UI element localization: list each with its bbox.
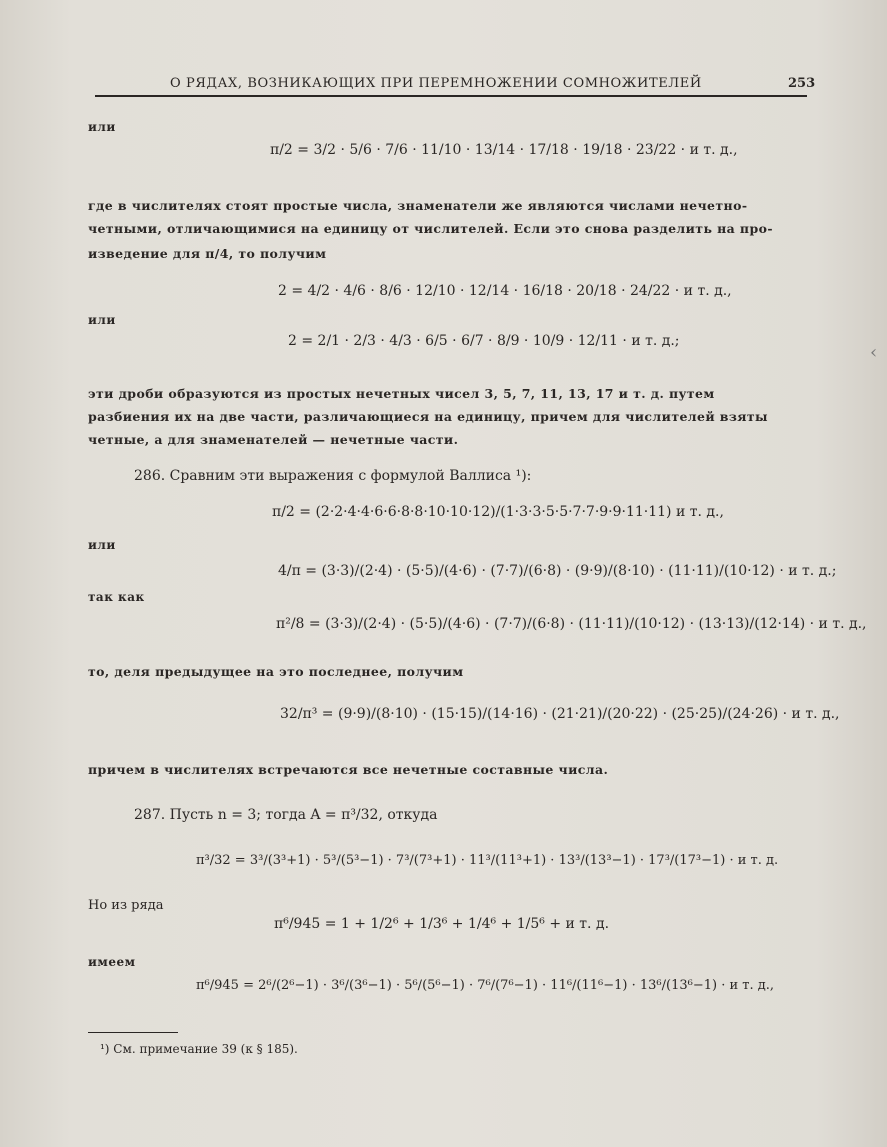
footnote: ¹) См. примечание 39 (к § 185). (100, 1042, 298, 1056)
formula-9: π⁶/945 = 1 + 1/2⁶ + 1/3⁶ + 1/4⁶ + 1/5⁶ + и т. д. (274, 916, 610, 932)
formula-7: 32/π³ = (9·9)/(8·10) · (15·15)/(14·16) · (21·21)/(20·22) · (25·25)/(24·26) · и т. д., (280, 706, 840, 722)
label-ili: или (88, 313, 116, 327)
paragraph-line: где в числителях стоят простые числа, знаменатели же являются числами нечетно- (88, 198, 748, 213)
label-ili: или (88, 120, 116, 134)
footnote-rule (88, 1032, 178, 1033)
formula-2: 2 = 4/2 · 4/6 · 8/6 · 12/10 · 12/14 · 16/18 · 20/18 · 24/22 · и т. д., (278, 283, 732, 299)
running-header: О РЯДАХ, ВОЗНИКАЮЩИХ ПРИ ПЕРЕМНОЖЕНИИ СОМНОЖИТЕЛЕЙ (170, 76, 702, 91)
paragraph-line: разбиения их на две части, различающиеся на единицу, причем для числителей взяты (88, 409, 768, 424)
label-imeem: имеем (88, 955, 136, 969)
margin-mark-icon: ‹ (870, 342, 878, 363)
paragraph-line: четные, а для знаменателей — нечетные части. (88, 432, 459, 447)
label-tak-kak: так как (88, 590, 145, 604)
paragraph-line: изведение для π/4, то получим (88, 246, 327, 261)
header-rule (95, 95, 807, 97)
label-ili: или (88, 538, 116, 552)
label-no-iz-ryada: Но из ряда (88, 898, 164, 913)
article-286-heading: 286. Сравним эти выражения с формулой Валлиса ¹): (134, 468, 532, 484)
formula-8: π³/32 = 3³/(3³+1) · 5³/(5³−1) · 7³/(7³+1) · 11³/(11³+1) · 13³/(13³−1) · 17³/(17³−1) · и т. д. (196, 853, 779, 868)
paragraph-line: то, деля предыдущее на это последнее, получим (88, 664, 464, 679)
paragraph-line: причем в числителях встречаются все нечетные составные числа. (88, 762, 609, 777)
paragraph-line: четными, отличающимися на единицу от числителей. Если это снова разделить на про- (88, 221, 773, 236)
formula-3: 2 = 2/1 · 2/3 · 4/3 · 6/5 · 6/7 · 8/9 · 10/9 · 12/11 · и т. д.; (288, 333, 680, 349)
formula-10: π⁶/945 = 2⁶/(2⁶−1) · 3⁶/(3⁶−1) · 5⁶/(5⁶−1) · 7⁶/(7⁶−1) · 11⁶/(11⁶−1) · 13⁶/(13⁶−1) · и т. д., (196, 978, 775, 993)
formula-6: π²/8 = (3·3)/(2·4) · (5·5)/(4·6) · (7·7)/(6·8) · (11·11)/(10·12) · (13·13)/(12·14) · и т. д., (276, 616, 867, 632)
paragraph-line: эти дроби образуются из простых нечетных чисел 3, 5, 7, 11, 13, 17 и т. д. путем (88, 386, 715, 401)
page-number: 253 (788, 76, 816, 91)
formula-1: π/2 = 3/2 · 5/6 · 7/6 · 11/10 · 13/14 · 17/18 · 19/18 · 23/22 · и т. д., (270, 142, 738, 158)
formula-5: 4/π = (3·3)/(2·4) · (5·5)/(4·6) · (7·7)/(6·8) · (9·9)/(8·10) · (11·11)/(10·12) · и т. д.; (278, 563, 837, 579)
article-287-heading: 287. Пусть n = 3; тогда A = π³/32, откуда (134, 807, 438, 823)
formula-4: π/2 = (2·2·4·4·6·6·8·8·10·10·12)/(1·3·3·5·5·7·7·9·9·11·11) и т. д., (272, 504, 724, 520)
